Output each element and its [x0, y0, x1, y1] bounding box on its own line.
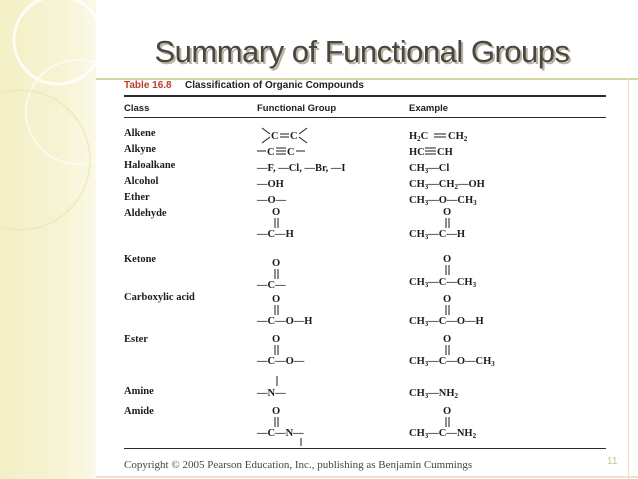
- svg-text:HC: HC: [409, 147, 425, 158]
- functional-groups-table: [118, 80, 606, 460]
- svg-text:CH3—C—O—H: CH3—C—O—H: [409, 316, 484, 328]
- svg-text:—C—O—H: —C—O—H: [257, 316, 313, 327]
- aldehyde-group-formula: [256, 207, 294, 240]
- amide-example-formula: [409, 406, 477, 440]
- row-class-amide: Amide: [124, 406, 154, 417]
- ester-example-formula: [409, 334, 495, 368]
- ether-group-formula: —O—: [257, 195, 287, 206]
- alcohol-group-formula: —OH: [257, 179, 284, 190]
- svg-text:C: C: [267, 147, 275, 158]
- svg-text:O: O: [272, 406, 281, 417]
- svg-text:CH3—C—CH3: CH3—C—CH3: [409, 277, 477, 289]
- row-class-alcohol: Alcohol: [124, 176, 159, 187]
- ketone-example-formula: [409, 254, 477, 289]
- ester-group-formula: [256, 334, 305, 367]
- alkyne-group-formula: [257, 147, 305, 158]
- header-class: Class: [124, 103, 150, 114]
- svg-text:O: O: [272, 258, 281, 269]
- svg-text:CH3—C—H: CH3—C—H: [409, 229, 465, 241]
- svg-text:—C—N—: —C—N—: [257, 428, 304, 439]
- haloalkane-example-formula: CH3—Cl: [409, 163, 450, 175]
- svg-text:O: O: [272, 334, 281, 345]
- row-class-amine: Amine: [124, 386, 154, 397]
- carboxylic-acid-group-formula: [256, 294, 312, 327]
- svg-text:O: O: [443, 406, 452, 417]
- haloalkane-group-formula: —F, —Cl, —Br, —I: [257, 163, 346, 174]
- alkyne-example-formula: [409, 147, 453, 158]
- header-functional-group: Functional Group: [257, 103, 337, 114]
- table-bottom-rule: [124, 448, 606, 449]
- svg-text:CH2: CH2: [448, 131, 468, 143]
- row-class-carboxylic-acid: Carboxylic acid: [124, 292, 195, 303]
- ether-example-formula: CH3—O—CH3: [409, 195, 477, 207]
- decorative-swirl-graphic: [0, 0, 110, 479]
- svg-text:C: C: [290, 131, 298, 142]
- amine-group-formula: [256, 376, 286, 399]
- row-class-ketone: Ketone: [124, 254, 157, 265]
- svg-text:H2C: H2C: [409, 131, 429, 143]
- svg-text:CH3—C—O—CH3: CH3—C—O—CH3: [409, 356, 495, 368]
- svg-text:O: O: [443, 334, 452, 345]
- page-number: 11: [607, 456, 618, 467]
- alkene-example-formula: [409, 131, 468, 143]
- aldehyde-example-formula: [409, 207, 465, 241]
- svg-text:—C—: —C—: [257, 280, 286, 291]
- row-class-alkene: Alkene: [124, 128, 156, 139]
- svg-text:O: O: [443, 294, 452, 305]
- alkene-group-formula: [262, 128, 307, 143]
- amine-example-formula: CH3—NH2: [409, 388, 458, 400]
- slide-title: Summary of Functional Groups: [154, 34, 570, 69]
- row-class-alkyne: Alkyne: [124, 144, 157, 155]
- row-class-haloalkane: Haloalkane: [124, 160, 176, 171]
- svg-text:—C—O—: —C—O—: [257, 356, 305, 367]
- svg-text:CH: CH: [437, 147, 453, 158]
- svg-text:O: O: [443, 254, 452, 265]
- alcohol-example-formula: CH3—CH2—OH: [409, 179, 485, 191]
- copyright-notice: Copyright © 2005 Pearson Education, Inc., publishing as Benjamin Cummings: [124, 459, 473, 471]
- row-class-ester: Ester: [124, 334, 148, 345]
- svg-text:—C—H: —C—H: [257, 229, 294, 240]
- svg-text:CH3—C—NH2: CH3—C—NH2: [409, 428, 477, 440]
- right-border-rule: [628, 78, 629, 479]
- row-class-aldehyde: Aldehyde: [124, 208, 167, 219]
- structural-formulas: [118, 80, 606, 450]
- header-example: Example: [409, 103, 449, 114]
- bottom-border-rule: [96, 476, 638, 478]
- svg-text:O: O: [443, 207, 452, 218]
- table-title: Classification of Organic Compounds: [185, 80, 364, 91]
- amide-group-formula: [256, 406, 304, 446]
- svg-text:O: O: [272, 207, 281, 218]
- ketone-group-formula: [256, 258, 286, 291]
- svg-text:—N—: —N—: [257, 388, 286, 399]
- carboxylic-acid-example-formula: [409, 294, 484, 328]
- svg-text:C: C: [287, 147, 295, 158]
- svg-text:C: C: [271, 131, 279, 142]
- svg-text:O: O: [272, 294, 281, 305]
- table-number: Table 16.8: [124, 80, 172, 91]
- row-class-ether: Ether: [124, 192, 150, 203]
